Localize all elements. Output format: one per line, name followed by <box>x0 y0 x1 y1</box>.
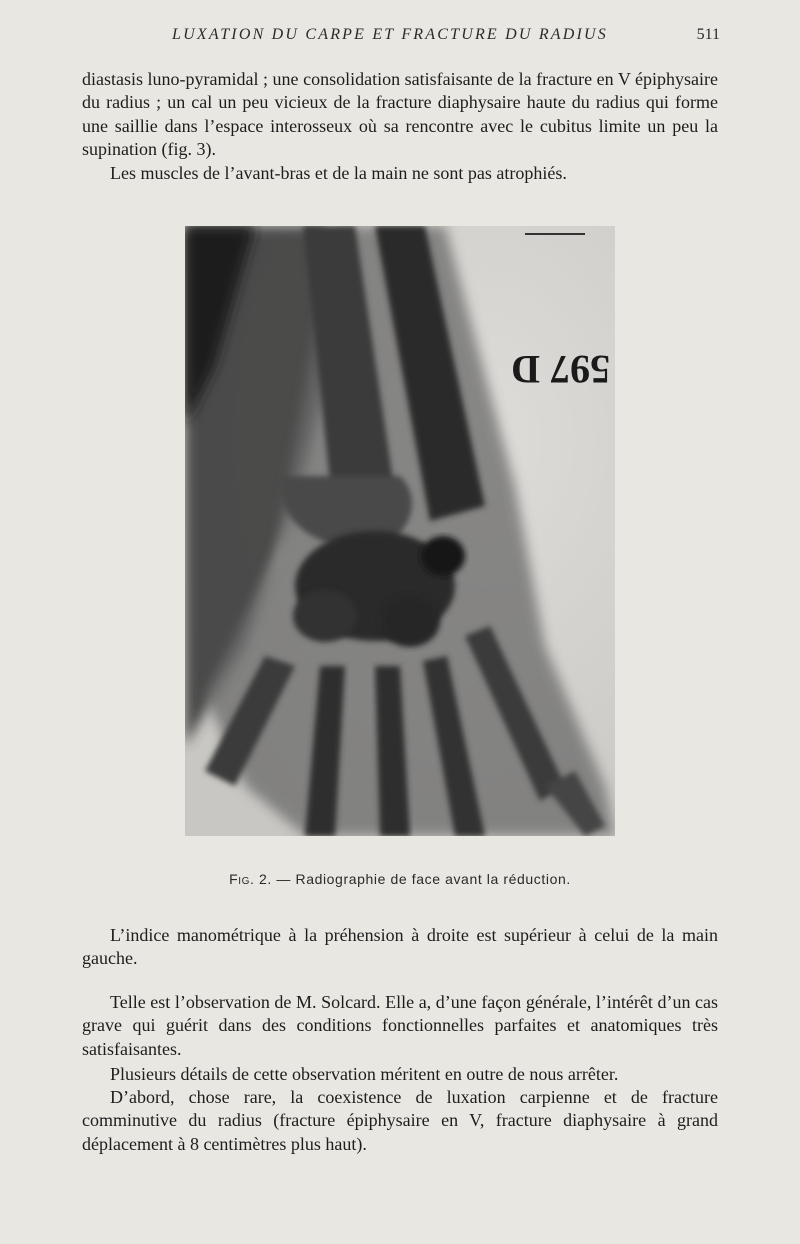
page-number: 511 <box>696 26 720 43</box>
figure-label: Fig. 2. <box>229 871 272 887</box>
paragraph-indice: L’indice manométrique à la préhension à droite est supérieur à celui de la main gauche. <box>82 925 718 969</box>
radiograph-image <box>185 226 615 836</box>
paragraph-muscles: Les muscles de l’avant-bras et de la main ne sont pas atrophiés. <box>110 163 567 183</box>
paragraph-details: Plusieurs détails de cette observation méritent en outre de nous arrêter. <box>110 1064 619 1084</box>
plate-marking <box>511 347 610 392</box>
radiograph-figure <box>185 226 615 836</box>
svg-text:597 D: 597 D <box>511 347 610 392</box>
page-header <box>0 26 800 52</box>
paragraph-coexistence: D’abord, chose rare, la coexistence de luxation carpienne et de fracture comminutive du radius (fracture épiphysaire en V, fracture diaphysaire à grand déplacement à 8 centimètres plus haut). <box>82 1087 718 1154</box>
running-title: LUXATION DU CARPE ET FRACTURE DU RADIUS <box>172 26 609 43</box>
paragraph-observation: Telle est l’observation de M. Solcard. Elle a, d’une façon générale, l’intérêt d’un cas grave qui guérit dans des conditions fonctionnelles parfaites et anatomiques très satisfaisantes. <box>82 992 718 1059</box>
figure-caption <box>0 871 800 887</box>
figure-caption-text: — Radiographie de face avant la réduction. <box>276 871 571 887</box>
paragraph-diastasis: diastasis luno-pyramidal ; une consolidation satisfaisante de la fracture en V épiphysaire du radius ; un cal un peu vicieux de la fracture diaphysaire haute du radius qui forme une saillie dans l’espace interosseux où sa rencontre avec le cubitus limite un peu la supination (fig. 3). <box>82 69 718 159</box>
